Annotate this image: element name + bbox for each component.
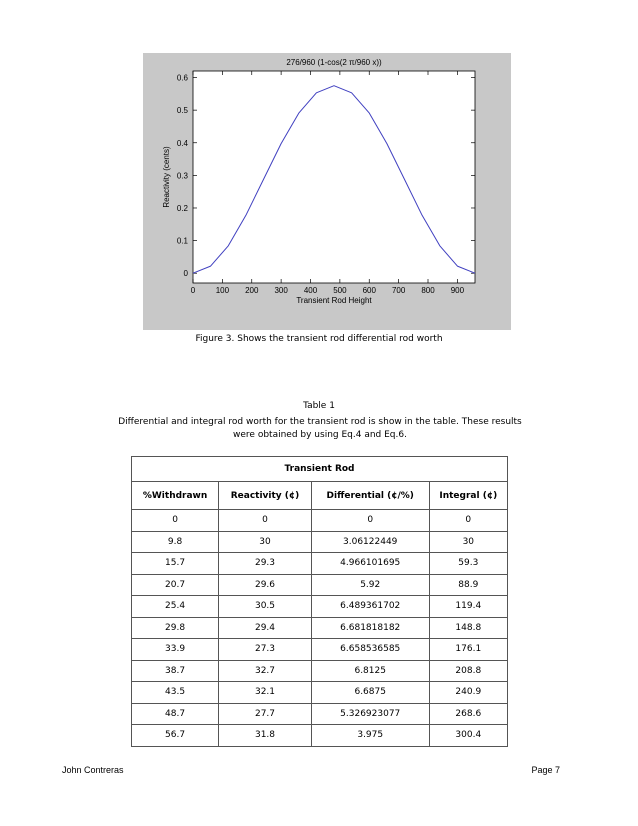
table-cell: 25.4 xyxy=(132,596,219,618)
table-cell: 268.6 xyxy=(429,703,507,725)
footer-page-number: Page 7 xyxy=(531,765,560,775)
header-integral: Integral (¢) xyxy=(429,482,507,510)
table-cell: 300.4 xyxy=(429,725,507,747)
table-cell: 29.3 xyxy=(219,553,312,575)
table-row xyxy=(132,553,508,575)
table-cell: 0 xyxy=(219,510,312,532)
table-cell: 5.326923077 xyxy=(311,703,429,725)
table-row xyxy=(132,510,508,532)
table-cell: 119.4 xyxy=(429,596,507,618)
x-tick-label: 0 xyxy=(190,286,196,295)
table-cell: 27.7 xyxy=(219,703,312,725)
table-cell: 4.966101695 xyxy=(311,553,429,575)
table-row xyxy=(132,617,508,639)
table-cell: 0 xyxy=(311,510,429,532)
table-number: Table 1 xyxy=(303,401,335,411)
table-cell: 29.4 xyxy=(219,617,312,639)
table-row xyxy=(132,682,508,704)
x-tick-label: 900 xyxy=(450,286,465,295)
table-cell: 56.7 xyxy=(132,725,219,747)
y-axis-label: Reactivity (cents) xyxy=(162,146,171,208)
table-row xyxy=(132,660,508,682)
table-cell: 48.7 xyxy=(132,703,219,725)
header-differential: Differential (¢/%) xyxy=(311,482,429,510)
y-tick-label: 0 xyxy=(183,269,188,279)
table-cell: 29.8 xyxy=(132,617,219,639)
y-tick-label: 0.2 xyxy=(176,203,188,213)
plot-area xyxy=(193,71,475,283)
table-cell: 30 xyxy=(219,531,312,553)
table-cell: 31.8 xyxy=(219,725,312,747)
table-row xyxy=(132,574,508,596)
table-row xyxy=(132,703,508,725)
table-cell: 6.681818182 xyxy=(311,617,429,639)
footer-author: John Contreras xyxy=(62,765,124,775)
table-cell: 15.7 xyxy=(132,553,219,575)
table-cell: 30 xyxy=(429,531,507,553)
table-cell: 208.8 xyxy=(429,660,507,682)
table-cell: 9.8 xyxy=(132,531,219,553)
header-reactivity: Reactivity (¢) xyxy=(219,482,312,510)
x-tick-label: 700 xyxy=(391,286,406,295)
x-tick-label: 100 xyxy=(215,286,230,295)
y-tick-label: 0.6 xyxy=(176,73,188,83)
table-row xyxy=(132,596,508,618)
header-withdrawn: %Withdrawn xyxy=(132,482,219,510)
table-cell: 240.9 xyxy=(429,682,507,704)
table-cell: 38.7 xyxy=(132,660,219,682)
transient-rod-table xyxy=(131,456,508,747)
y-tick-label: 0.5 xyxy=(176,106,188,116)
figure-caption: Figure 3. Shows the transient rod differential rod worth xyxy=(195,334,443,344)
x-tick-label: 300 xyxy=(274,286,288,295)
y-tick-label: 0.4 xyxy=(176,138,188,148)
y-tick-label: 0.3 xyxy=(176,171,188,181)
x-tick-label: 600 xyxy=(362,286,376,295)
table-row xyxy=(132,725,508,747)
table-cell: 27.3 xyxy=(219,639,312,661)
table-cell: 6.6875 xyxy=(311,682,429,704)
table-cell: 88.9 xyxy=(429,574,507,596)
table-cell: 43.5 xyxy=(132,682,219,704)
x-tick-label: 800 xyxy=(421,286,435,295)
table-cell: 30.5 xyxy=(219,596,312,618)
table-cell: 20.7 xyxy=(132,574,219,596)
chart-title: 276/960 (1-cos(2 π/960 x)) xyxy=(286,58,382,67)
table-row xyxy=(132,531,508,553)
table-cell: 6.8125 xyxy=(311,660,429,682)
table-cell: 3.975 xyxy=(311,725,429,747)
table-cell: 29.6 xyxy=(219,574,312,596)
x-tick-label: 500 xyxy=(333,286,347,295)
x-tick-label: 200 xyxy=(245,286,259,295)
table-title: Transient Rod xyxy=(132,457,508,482)
table-cell: 3.06122449 xyxy=(311,531,429,553)
table-cell: 6.489361702 xyxy=(311,596,429,618)
figure-3 xyxy=(143,53,511,330)
table-cell: 59.3 xyxy=(429,553,507,575)
y-tick-label: 0.1 xyxy=(176,236,188,246)
x-axis-label: Transient Rod Height xyxy=(296,296,372,305)
table-cell: 32.1 xyxy=(219,682,312,704)
table-row xyxy=(132,639,508,661)
table-cell: 148.8 xyxy=(429,617,507,639)
table-cell: 5.92 xyxy=(311,574,429,596)
rod-worth-plot xyxy=(143,53,511,330)
table-cell: 0 xyxy=(132,510,219,532)
x-tick-label: 400 xyxy=(303,286,318,295)
table-description: Differential and integral rod worth for the transient rod is show in the table. These results were obtained by using Eq.4 and Eq.6. xyxy=(118,417,522,440)
table-cell: 0 xyxy=(429,510,507,532)
table-cell: 176.1 xyxy=(429,639,507,661)
table-cell: 32.7 xyxy=(219,660,312,682)
table-cell: 33.9 xyxy=(132,639,219,661)
table-cell: 6.658536585 xyxy=(311,639,429,661)
